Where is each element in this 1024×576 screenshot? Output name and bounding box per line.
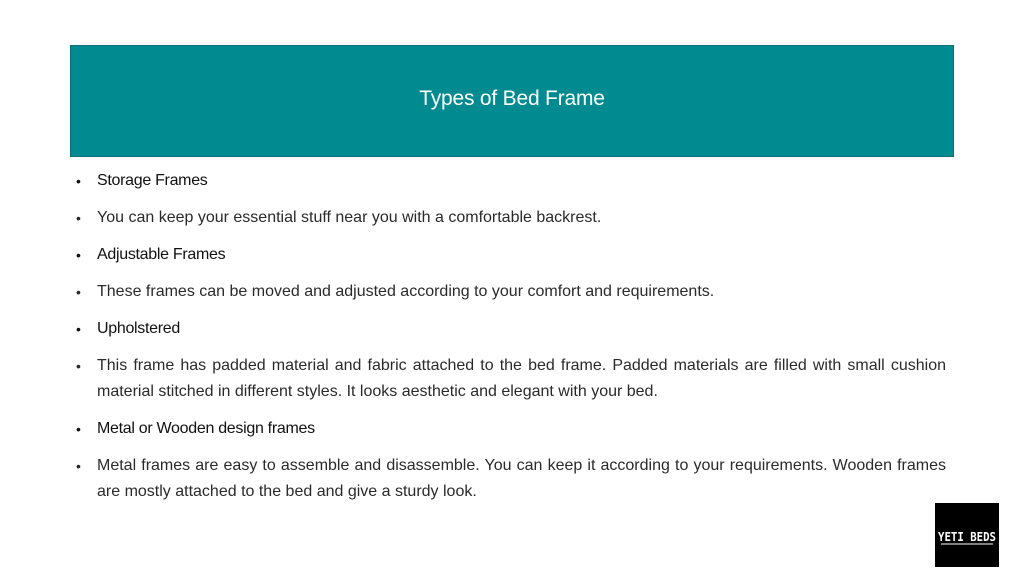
bullet-list: [76, 168, 946, 516]
yeti-beds-logo-icon: [935, 503, 999, 567]
slide-title: Types of Bed Frame: [419, 87, 605, 110]
bullet-text: Metal frames are easy to assemble and disassemble. You can keep it according to your requirements. Wooden frames are mostly attached to the bed and give a sturdy look.: [97, 457, 946, 500]
bullet-dot: •: [76, 173, 81, 189]
bullet-dot: •: [76, 358, 81, 374]
bullet-item: [76, 316, 946, 342]
bullet-item: [76, 279, 946, 305]
bullet-text: Storage Frames: [97, 172, 208, 189]
logo-text: YETI BEDS: [938, 530, 996, 544]
brand-logo: [935, 503, 999, 567]
bullet-item: [76, 242, 946, 268]
bullet-item: [76, 353, 946, 405]
bullet-item: [76, 205, 946, 231]
bullet-text: Adjustable Frames: [97, 246, 226, 263]
bullet-text: You can keep your essential stuff near you with a comfortable backrest.: [97, 209, 602, 226]
bullet-dot: •: [76, 421, 81, 437]
bullet-dot: •: [76, 247, 81, 263]
bullet-text: Metal or Wooden design frames: [97, 420, 315, 437]
bullet-item: [76, 453, 946, 505]
bullet-dot: •: [76, 284, 81, 300]
bullet-item: [76, 168, 946, 194]
bullet-dot: •: [76, 321, 81, 337]
bullet-dot: •: [76, 210, 81, 226]
title-banner: [70, 45, 954, 157]
bullet-text: Upholstered: [97, 320, 180, 337]
bullet-item: [76, 416, 946, 442]
bullet-text: This frame has padded material and fabric attached to the bed frame. Padded materials are filled with small cushion material stitched in different styles. It looks aesthetic and elegant with your bed.: [97, 357, 946, 400]
bullet-dot: •: [76, 458, 81, 474]
bullet-text: These frames can be moved and adjusted according to your comfort and requirements.: [97, 283, 715, 300]
